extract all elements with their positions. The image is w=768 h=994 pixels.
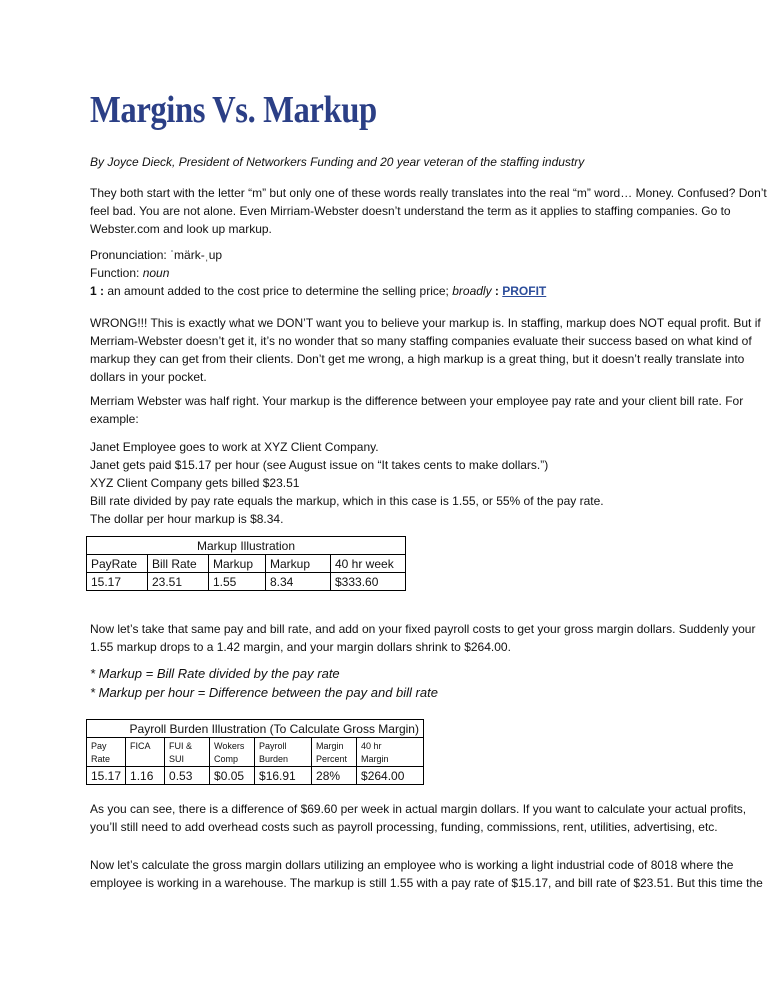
header-line: Margin (361, 754, 389, 764)
table-caption-row (87, 720, 424, 738)
now-paragraph (90, 620, 756, 656)
text-line: Webster.com and look up markup. (90, 222, 272, 236)
header-line: FICA (130, 741, 151, 751)
example-paragraph (90, 438, 682, 528)
intro-paragraph (90, 184, 767, 238)
table-cell: 1.55 (209, 573, 266, 591)
header-line: Comp (214, 754, 239, 764)
table-header-cell: PayRate (87, 555, 148, 573)
payroll-burden-table (86, 719, 424, 785)
table-cell: 23.51 (148, 573, 209, 591)
table-header-cell (255, 738, 312, 767)
table-row (87, 767, 424, 785)
function-value: noun (142, 266, 170, 280)
pronunciation: Pronunciation: ˈmärk-ˌup (90, 248, 223, 262)
table-cell: 28% (312, 767, 357, 785)
table-header-cell: Bill Rate (148, 555, 209, 573)
text-line: Janet Employee goes to work at XYZ Client Company. (90, 440, 379, 454)
table-cell: 0.53 (165, 767, 210, 785)
text-line: 1.55 markup drops to a 1.42 margin, and your margin dollars shrink to $264.00. (90, 640, 511, 654)
table-row (87, 573, 406, 591)
page-title: Margins Vs. Markup (90, 89, 377, 131)
table-header-cell (210, 738, 255, 767)
header-line: Margin (316, 741, 344, 751)
header-line: Rate (91, 754, 111, 764)
broadly-label: broadly (452, 284, 492, 298)
table-cell: $264.00 (357, 767, 424, 785)
text-line: markup they can get from their clients. Don’t get me wrong, a high markup is a great thing, but it doesn’t really translate into (90, 352, 745, 366)
text-line: dollars in your pocket. (90, 370, 207, 384)
text-line: Now let’s take that same pay and bill rate, and add on your fixed payroll costs to get your gross margin dollars. Suddenly your (90, 622, 756, 636)
table-header-cell: Markup (266, 555, 331, 573)
text-line: Merriam Webster was half right. Your markup is the difference between your employee pay rate and your client bill rate. For (90, 394, 744, 408)
text-line: Merriam-Webster doesn’t get it, it’s no wonder that so many staffing companies evaluate their success based on what kind of (90, 334, 752, 348)
table-header-cell (165, 738, 210, 767)
table-cell: 8.34 (266, 573, 331, 591)
text-line: As you can see, there is a difference of $69.60 per week in actual margin dollars. If you want to calculate your actual profits, (90, 802, 747, 816)
text-line: you’ll still need to add overhead costs such as payroll processing, funding, commissions, rent, utilities, advertising, etc. (90, 820, 718, 834)
table-cell: $16.91 (255, 767, 312, 785)
text-line: The dollar per hour markup is $8.34. (90, 512, 284, 526)
header-line: Payroll (259, 741, 287, 751)
text-line: Bill rate divided by pay rate equals the markup, which in this case is 1.55, or 55% of the pay rate. (90, 494, 604, 508)
sense-text: an amount added to the cost price to determine the selling price; (104, 284, 453, 298)
table-cell: 15.17 (87, 767, 126, 785)
header-line: Percent (316, 754, 348, 764)
text-line: feel bad. You are not alone. Even Mirriam-Webster doesn’t understand the term as it applies to staffing companies. Go to (90, 204, 731, 218)
text-line: XYZ Client Company gets billed $23.51 (90, 476, 300, 490)
table-cell: $333.60 (331, 573, 406, 591)
table-caption: Payroll Burden Illustration (To Calculate Gross Margin) (126, 720, 424, 738)
function-label: Function: (90, 266, 143, 280)
header-line: Pay (91, 741, 107, 751)
table-header-cell (87, 738, 126, 767)
table-header-cell (357, 738, 424, 767)
header-line: SUI (169, 754, 185, 764)
table-header-cell: 40 hr week (331, 555, 406, 573)
profit-link[interactable]: PROFIT (502, 284, 547, 298)
markup-table (86, 536, 406, 591)
function-line (90, 264, 682, 282)
table-header-row (87, 738, 424, 767)
formula-markup: * Markup = Bill Rate divided by the pay rate (90, 666, 340, 681)
byline: By Joyce Dieck, President of Networkers Funding and 20 year veteran of the staffing industry (90, 155, 585, 169)
text-line: Now let’s calculate the gross margin dollars utilizing an employee who is working a light industrial code of 8018 where the (90, 858, 734, 872)
header-line: FUI & (169, 741, 193, 751)
table-cell: $0.05 (210, 767, 255, 785)
table-caption: Markup Illustration (87, 537, 406, 555)
header-line: 40 hr (361, 741, 382, 751)
text-line: They both start with the letter “m” but only one of these words really translates into the real “m” word… Money. Confused? Don’t (90, 186, 767, 200)
dictionary-definition (90, 246, 682, 300)
sense-line (90, 282, 682, 300)
table-caption-spacer (87, 720, 126, 738)
text-line: employee is working in a warehouse. The markup is still 1.55 with a pay rate of $15.17, and bill rate of $23.51. But this time the (90, 876, 763, 890)
sense-number: 1 : (90, 284, 105, 298)
header-line: Burden (259, 754, 289, 764)
half-right-paragraph (90, 392, 744, 428)
table-cell: 1.16 (126, 767, 165, 785)
formula-markup-per-hour: * Markup per hour = Difference between the pay and bill rate (90, 685, 438, 700)
table-header-cell (312, 738, 357, 767)
table-header-cell (126, 738, 165, 767)
table-caption-row (87, 537, 406, 555)
header-line: Wokers (214, 741, 245, 751)
sense-colon: : (491, 284, 503, 298)
wrong-paragraph (90, 314, 761, 386)
table-header-cell: Markup (209, 555, 266, 573)
see-paragraph (90, 800, 747, 836)
text-line: example: (90, 412, 139, 426)
text-line: Janet gets paid $15.17 per hour (see August issue on “It takes cents to make dollars.”) (90, 458, 549, 472)
table-header-row (87, 555, 406, 573)
text-line: WRONG!!! This is exactly what we DON’T want you to believe your markup is. In staffing, markup does NOT equal profit. But if (90, 316, 761, 330)
table-cell: 15.17 (87, 573, 148, 591)
gross-margin-paragraph (90, 856, 763, 892)
